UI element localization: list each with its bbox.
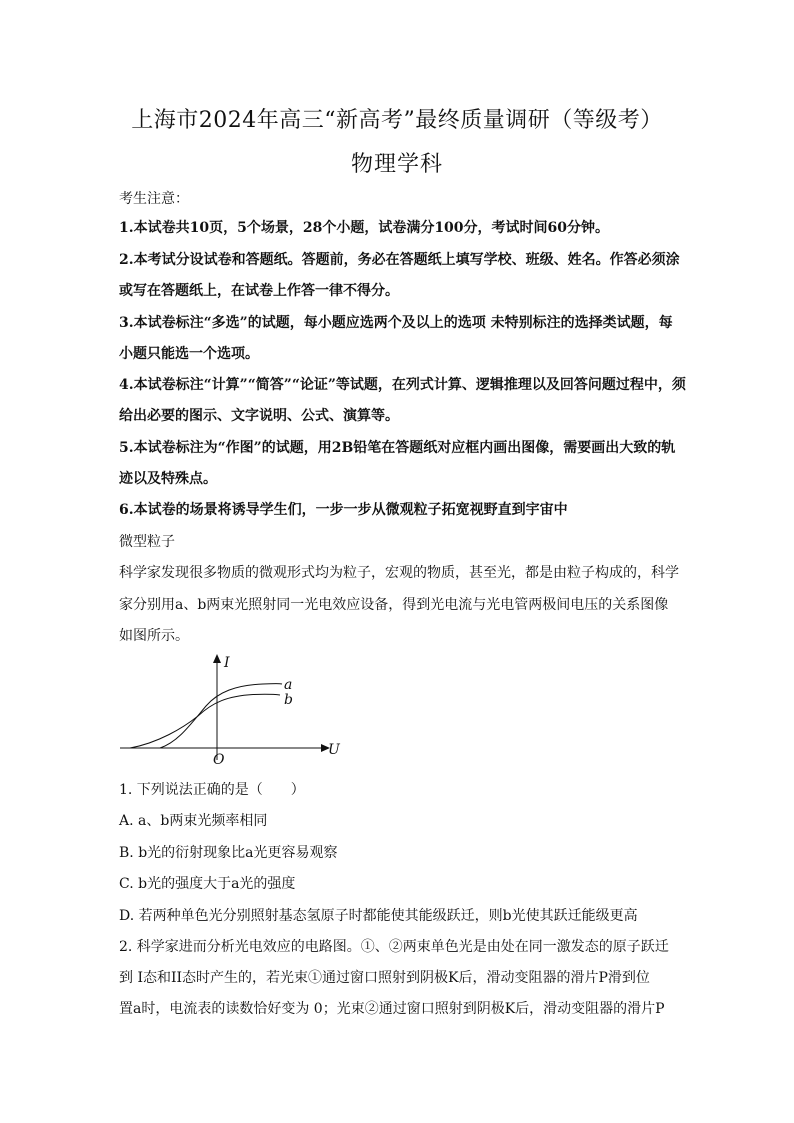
intro-line: 科学家发现很多物质的微观形式均为粒子，宏观的物质，甚至光，都是由粒子构成的，科学 — [119, 565, 679, 581]
notice-line: 3.本试卷标注“多选”的试题，每小题应选两个及以上的选项 未特别标注的选择类试题，每 — [119, 315, 673, 331]
intro-line: 家分别用a、b两束光照射同一光电效应设备，得到光电流与光电管两极间电压的关系图像 — [119, 597, 669, 613]
question-1-option-c: C. b光的强度大于a光的强度 — [119, 876, 296, 892]
curve-a-label: a — [284, 677, 293, 693]
notice-line: 4.本试卷标注“计算”“简答”“论证”等试题，在列式计算、逻辑推理以及回答问题过程中，须 — [119, 377, 686, 393]
notice-line: 5.本试卷标注为“作图”的试题，用2B铅笔在答题纸对应框内画出图像，需要画出大致的轨 — [119, 440, 676, 456]
photocurrent-voltage-graph — [118, 650, 348, 770]
question-2-line: 2. 科学家进而分析光电效应的电路图。①、②两束单色光是由处在同一激发态的原子跃迁 — [119, 939, 669, 955]
question-1-stem: 1. 下列说法正确的是（ ） — [119, 782, 305, 798]
notice-line: 小题只能选一个选项。 — [119, 346, 259, 362]
exam-title: 上海市2024年高三“新高考”最终质量调研（等级考） — [131, 108, 663, 133]
notice-heading: 考生注意： — [119, 191, 189, 207]
notice-line: 6.本试卷的场景将诱导学生们，一步一步从微观粒子拓宽视野直到宇宙中 — [119, 502, 568, 518]
y-axis-arrow — [213, 654, 221, 663]
question-1-option-a: A. a、b两束光频率相同 — [119, 813, 268, 829]
question-2-line: 置a时，电流表的读数恰好变为 0；光束②通过窗口照射到阴极K后，滑动变阻器的滑片P — [119, 1001, 665, 1017]
question-1-option-b: B. b光的衍射现象比a光更容易观察 — [119, 845, 338, 861]
origin-label: O — [213, 752, 225, 768]
notice-line: 1.本试卷共10页，5个场景，28个小题，试卷满分100分，考试时间60分钟。 — [119, 220, 610, 236]
exam-subtitle: 物理学科 — [350, 152, 443, 177]
question-2-line: 到 I态和II态时产生的，若光束①通过窗口照射到阴极K后，滑动变阻器的滑片P滑到位 — [119, 970, 650, 986]
curve-a — [160, 684, 282, 748]
notice-line: 迹以及特殊点。 — [119, 471, 217, 487]
notice-line: 或写在答题纸上，在试卷上作答一律不得分。 — [119, 283, 399, 299]
curve-b-label: b — [284, 692, 293, 708]
intro-line: 如图所示。 — [119, 628, 189, 644]
question-1-option-d: D. 若两种单色光分别照射基态氢原子时都能使其能级跃迁，则b光使其跃迁能级更高 — [119, 908, 638, 924]
y-axis-label: I — [224, 655, 230, 671]
section-title: 微型粒子 — [119, 534, 175, 550]
curve-b — [130, 694, 280, 748]
notice-line: 给出必要的图示、文字说明、公式、演算等。 — [119, 408, 399, 424]
notice-line: 2.本考试分设试卷和答题纸。答题前，务必在答题纸上填写学校、班级、姓名。作答必须涂 — [119, 252, 680, 268]
x-axis-label: U — [328, 742, 340, 758]
